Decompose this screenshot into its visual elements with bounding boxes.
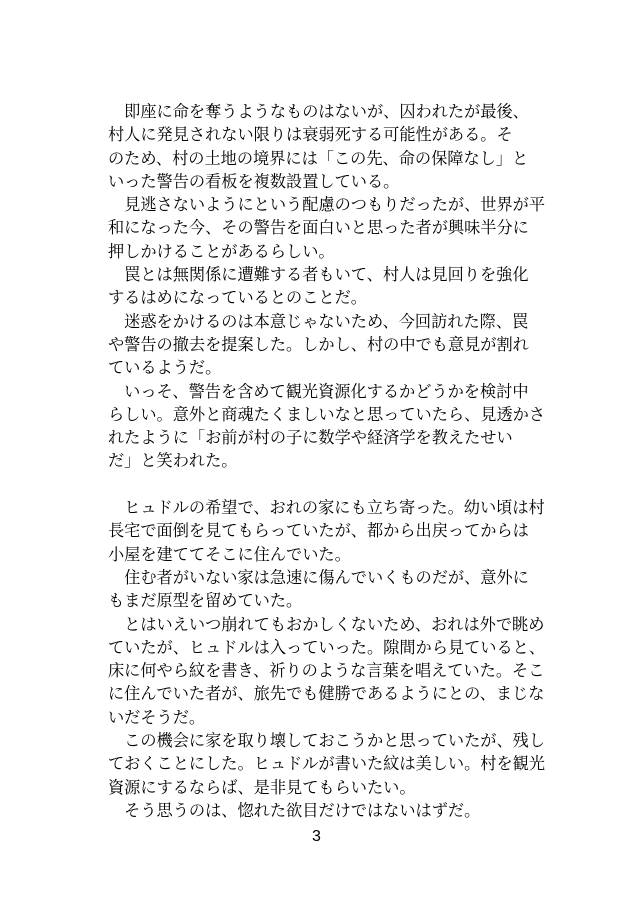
text-line: この機会に家を取り壊しておこうかと思っていたが、残し xyxy=(108,731,546,751)
text-line: そう思うのは、惚れた欲目だけではないはずだ。 xyxy=(108,800,481,820)
text-line: れたように「お前が村の子に数学や経済学を教えたせい xyxy=(108,428,513,448)
body-text xyxy=(108,100,548,822)
text-line: とはいえいつ崩れてもおかしくないため、おれは外で眺め xyxy=(108,614,545,634)
text-line: 床に何やら紋を書き、祈りのような言葉を唱えていた。そこ xyxy=(108,661,545,681)
text-line: 長宅で面倒を見てもらっていたが、都から出戻ってからは xyxy=(108,521,529,541)
text-line: 資源にするならば、是非見てもらいたい。 xyxy=(108,777,416,797)
text-line: 罠とは無関係に遭難する者もいて、村人は見回りを強化 xyxy=(108,265,529,285)
text-line: 村人に発見されない限りは衰弱死する可能性がある。そ xyxy=(108,125,513,145)
text-line: ヒュドルの希望で、おれの家にも立ち寄った。幼い頃は村 xyxy=(108,498,545,518)
text-line: もまだ原型を留めていた。 xyxy=(108,591,303,611)
text-line: ていたが、ヒュドルは入っていった。隙間から見ていると、 xyxy=(108,637,546,657)
text-line: 小屋を建ててそこに住んでいた。 xyxy=(108,544,351,564)
text-line: だ」と笑われた。 xyxy=(108,451,238,471)
text-line: に住んでいた者が、旅先でも健勝であるようにとの、まじな xyxy=(108,684,545,704)
text-line: いだそうだ。 xyxy=(108,707,206,727)
text-line: のため、村の土地の境界には「この先、命の保障なし」と xyxy=(108,148,529,168)
text-line: 見逃さないようにという配慮のつもりだったが、世界が平 xyxy=(108,195,546,215)
text-line: 迷惑をかけるのは本意じゃないため、今回訪れた際、罠 xyxy=(108,311,529,331)
text-line: 即座に命を奪うようなものはないが、囚われたが最後、 xyxy=(108,102,529,121)
text-line: ているようだ。 xyxy=(108,358,222,378)
text-line: 住む者がいない家は急速に傷んでいくものだが、意外に xyxy=(108,567,529,587)
text-line: や警告の撤去を提案した。しかし、村の中でも意見が割れ xyxy=(108,334,529,354)
text-line: いっそ、警告を含めて観光資源化するかどうかを検討中 xyxy=(108,381,529,401)
page-number: 3 xyxy=(312,828,321,845)
text-line: らしい。意外と商魂たくましいなと思っていたら、見透かさ xyxy=(108,404,546,424)
text-line: ておくことにした。ヒュドルが書いた紋は美しい。村を観光 xyxy=(108,754,546,774)
text-line: するはめになっているとのことだ。 xyxy=(108,288,367,308)
text-line: いった警告の看板を複数設置している。 xyxy=(108,171,400,191)
text-line: 押しかけることがあるらしい。 xyxy=(108,241,335,261)
text-line: 和になった今、その警告を面白いと思った者が興味半分に xyxy=(108,218,529,238)
blank-line xyxy=(108,473,548,496)
